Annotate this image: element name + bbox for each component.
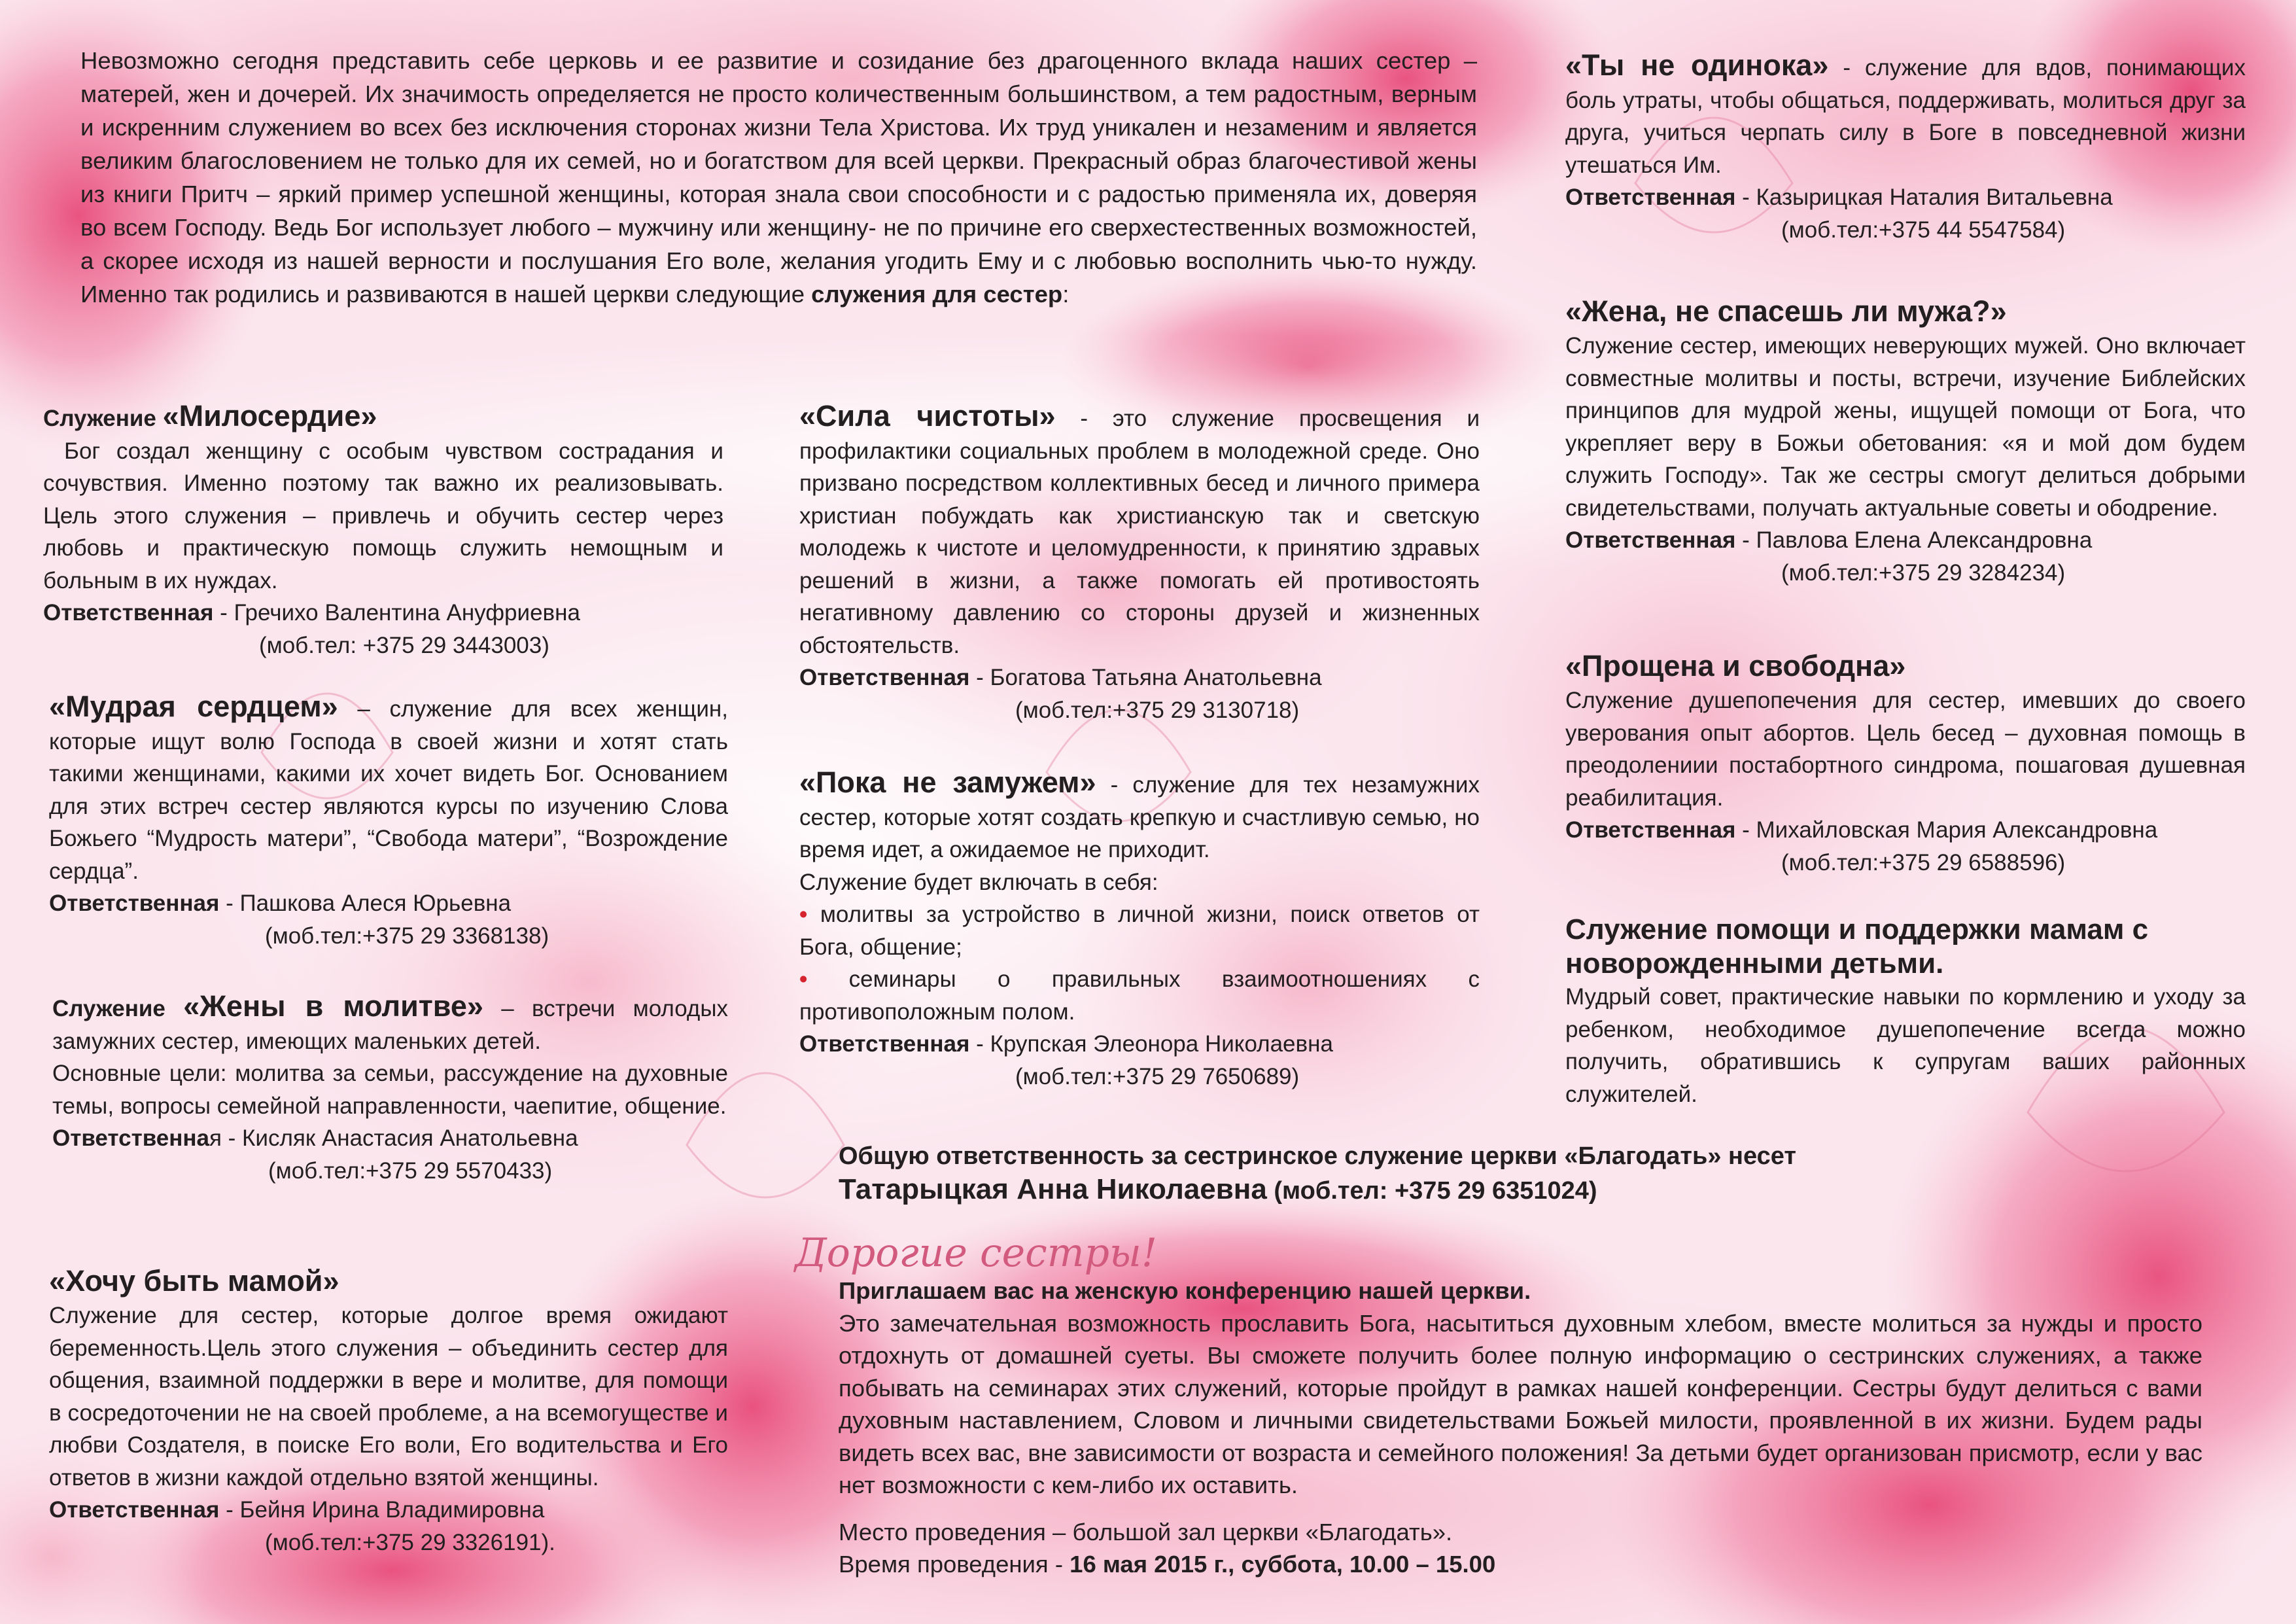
resp-name: - Гречихо Валентина Ануфриевна xyxy=(213,600,580,626)
resp-label: Ответственна xyxy=(52,1125,209,1151)
event-place: Место проведения – большой зал церкви «Благодать». xyxy=(839,1518,1453,1545)
resp-phone: (моб.тел:+375 29 6588596) xyxy=(1781,849,2066,875)
section-zhena-ne-spasesh xyxy=(1565,293,2246,589)
resp-name: - Пашкова Алеся Юрьевна xyxy=(219,891,512,916)
overall-phone: (моб.тел: +375 29 6351024) xyxy=(1266,1176,1597,1205)
resp-name: - Крупская Элеонора Николаевна xyxy=(969,1031,1333,1057)
section-text: Мудрый совет, практические навыки по кормлению и уходу за ребенком, необходимое душепопечение всегда можно получить, обратившись к супругам ваших районных служителей. xyxy=(1565,984,2246,1107)
section-text: Бог создал женщину с особым чувством сострадания и сочувствия. Именно поэтому так важно их реализовывать. Цель этого служения – привлечь и обучить сестер через любовь и практическую помощь служить немощным и больным в их нуждах. xyxy=(43,438,723,593)
section-prefix: Служение xyxy=(52,996,184,1021)
section-text: - это служение просвещения и профилактики социальных проблем в молодежной среде. Оно призвано посредством коллективных бесед и личного примера христиан побуждать как христианскую так и светскую молодежь к чистоте и целомудренности, к принятию здравых решений в жизни, а также помогать ей противостоять негативному давлению со стороны друзей и жизненных обстоятельств. xyxy=(799,406,1480,658)
section-proshena-i-svobodna xyxy=(1565,648,2246,879)
resp-name: - Михайловская Мария Александровна xyxy=(1735,817,2158,843)
event-time-label: Время проведения - xyxy=(839,1551,1070,1578)
section-mudraya xyxy=(49,688,728,952)
section-title: «Милосердие» xyxy=(162,399,377,432)
resp-phone: (моб.тел:+375 29 7650689) xyxy=(1015,1063,1300,1089)
resp-phone: (моб.тел:+375 29 3130718) xyxy=(1015,697,1300,723)
intro-text: Невозможно сегодня представить себе церковь и ее развитие и созидание без драгоценного вклада наших сестер – матерей, жен и дочерей. Их значимость определяется не просто количественным большинством, а тем радостным, верным и искренним служением во всех без исключения сторонах жизни Тела Христова. Их труд уникален и незаменим и является великим благословением не только для их семей, но и богатством для всей церкви. Прекрасный образ благочестивой жены из книги Притч – яркий пример успешной женщины, которая знала свои способности и с радостью применяла их, доверяя во всем Господу. Ведь Бог использует любого – мужчину или женщину- не по причине его сверхестественных возможностей, а скорее исходя из нашей верности и послушания Его воле, желания угодить Ему и с любовью восполнить чью-то нужду. Именно так родились и развиваются в нашей церкви следующие xyxy=(80,47,1477,308)
resp-label: Ответственная xyxy=(49,1497,220,1523)
section-text: Служение душепопечения для сестер, имевших до своего уверования опыт абортов. Цель бесед – духовная помощь в преодолениии постабортного синдрома, пошаговая душевная реабилитация. xyxy=(1565,688,2246,811)
section-title: «Ты не одинока» xyxy=(1565,48,1829,82)
section-miloserdie xyxy=(43,398,723,662)
bullet-icon: • xyxy=(799,902,808,927)
section-prefix: Служение xyxy=(43,406,163,431)
section-text: Служение сестер, имеющих неверующих мужей. Оно включает совместные молитвы и посты, встречи, изучение Библейских принципов для мудрой жены, ищущей помощи от Бога, что укрепляет веру в Божьи обетования: «я и мой дом будем служить Господу». Так же сестры смогут делиться добрыми свидетельствами, получать актуальные советы и ободрение. xyxy=(1565,333,2246,521)
resp-name: - Кисляк Анастасия Анатольевна xyxy=(221,1125,578,1151)
resp-label: Ответственная xyxy=(1565,185,1736,210)
list-item: • молитвы за устройство в личной жизни, поиск ответов от Бога, общение; xyxy=(799,902,1480,960)
section-text-2: Основные цели: молитва за семьи, рассуждение на духовные темы, вопросы семейной направленности, чаепитие, общение. xyxy=(52,1061,728,1119)
section-pomosh-mamam xyxy=(1565,913,2246,1110)
resp-label: Ответственная xyxy=(1565,817,1736,843)
resp-label: Ответственная xyxy=(1565,527,1736,553)
resp-phone: (моб.тел:+375 29 5570433) xyxy=(268,1157,553,1184)
section-title: «Жена, не спасешь ли мужа?» xyxy=(1565,294,2007,328)
resp-phone: (моб.тел:+375 44 5547584) xyxy=(1781,217,2066,243)
event-time-value: 16 мая 2015 г., суббота, 10.00 – 15.00 xyxy=(1070,1551,1496,1578)
invitation-headline: Приглашаем вас на женскую конференцию нашей церкви. xyxy=(839,1277,1531,1304)
resp-label-suffix: я xyxy=(209,1125,222,1151)
overall-line: Общую ответственность за сестринское служение церкви «Благодать» несет xyxy=(839,1142,1796,1170)
section-title: Служение помощи и поддержки мамам с новорожденными детьми. xyxy=(1565,913,2149,980)
intro-bold-tail: служения для сестер xyxy=(811,281,1063,308)
section-text: - служение для тех незамужних сестер, которые хотят создать крепкую и счастливую семью, но время идет, а ожидаемое не приходит. xyxy=(799,772,1480,862)
resp-label: Ответственная xyxy=(49,891,220,916)
section-title: «Пока не замужем» xyxy=(799,766,1096,799)
list-intro: Служение будет включать в себя: xyxy=(799,869,1158,895)
overall-responsibility xyxy=(839,1140,2081,1207)
section-text: – служение для всех женщин, которые ищут волю Господа в своей жизни и хотят стать такими женщинами, какими их хочет видеть Бог. Основанием для этих встреч сестер являются курсы по изучению Слова Божьего “Мудрость матери”, “Свобода матери”, “Возрождение сердца”. xyxy=(49,696,728,884)
section-ty-ne-odinoka xyxy=(1565,47,2246,246)
resp-phone: (моб.тел:+375 29 3284234) xyxy=(1781,559,2066,586)
resp-phone: (моб.тел:+375 29 3326191). xyxy=(265,1529,555,1555)
section-text: – встречи молодых замужних сестер, имеющих маленьких детей. xyxy=(52,996,728,1054)
section-text: - служение для вдов, понимающих боль утраты, чтобы общаться, поддерживать, молиться друг за друга, учиться черпать силу в Боге в повседневной жизни утешаться Им. xyxy=(1565,55,2246,178)
invitation-text: Это замечательная возможность прославить Бога, насытиться духовным хлебом, вместе молиться за нужды и просто отдохнуть от домашней суеты. Вы сможете получить более полную информацию о сестринских служениях, а также побывать на семинарах этих служений, которые пройдут в рамках нашей конференции. Сестры будут делиться с вами духовным наставлением, Словом и личными свидетельствами Божьей милости, проявленной в их жизни. Будем рады видеть всех вас, вне зависимости от возраста и семейного положения! За детьми будет организован присмотр, если у вас нет возможности с кем-либо их оставить. xyxy=(839,1309,2202,1498)
section-title: «Сила чистоты» xyxy=(799,399,1056,432)
list-item: • семинары о правильных взаимоотношениях с противоположным полом. xyxy=(799,966,1480,1025)
section-text: Служение для сестер, которые долгое время ожидают беременность.Цель этого служения – объединить сестер для общения, взаимной поддержки в вере и молитве, для помощи в сосредоточении не на своей проблеме, а на всемогуществе и любви Создателя, в поиске Его воли, Его водительства и Его ответов в жизни каждой отдельно взятой женщины. xyxy=(49,1303,728,1491)
resp-name: - Павлова Елена Александровна xyxy=(1735,527,2093,553)
section-sila-chistoty xyxy=(799,398,1480,726)
bullet-icon: • xyxy=(799,966,808,992)
resp-name: - Бейня Ирина Владимировна xyxy=(219,1497,545,1523)
invitation-block xyxy=(839,1275,2202,1581)
resp-label: Ответственная xyxy=(799,1031,970,1057)
overall-name: Татарыцкая Анна Николаевна xyxy=(839,1173,1267,1205)
resp-label: Ответственная xyxy=(43,600,214,626)
intro-paragraph xyxy=(80,44,1477,311)
section-title: «Мудрая сердцем» xyxy=(49,690,338,723)
section-poka-ne-zamuzhem xyxy=(799,764,1480,1093)
resp-phone: (моб.тел: +375 29 3443003) xyxy=(259,632,549,658)
intro-end: : xyxy=(1062,281,1070,308)
resp-phone: (моб.тел:+375 29 3368138) xyxy=(265,923,549,949)
resp-name: - Богатова Татьяна Анатольевна xyxy=(969,665,1322,690)
greeting-script: Дорогие сестры! xyxy=(795,1230,1157,1276)
section-title: «Жены в молитве» xyxy=(183,989,483,1023)
section-title: «Прощена и свободна» xyxy=(1565,649,1906,682)
resp-name: - Казырицкая Наталия Витальевна xyxy=(1735,185,2113,210)
section-zheny-v-molitve xyxy=(52,988,728,1187)
resp-label: Ответственная xyxy=(799,665,970,690)
section-hochu-byt-mamoy xyxy=(49,1263,728,1559)
section-title: «Хочу быть мамой» xyxy=(49,1264,339,1297)
